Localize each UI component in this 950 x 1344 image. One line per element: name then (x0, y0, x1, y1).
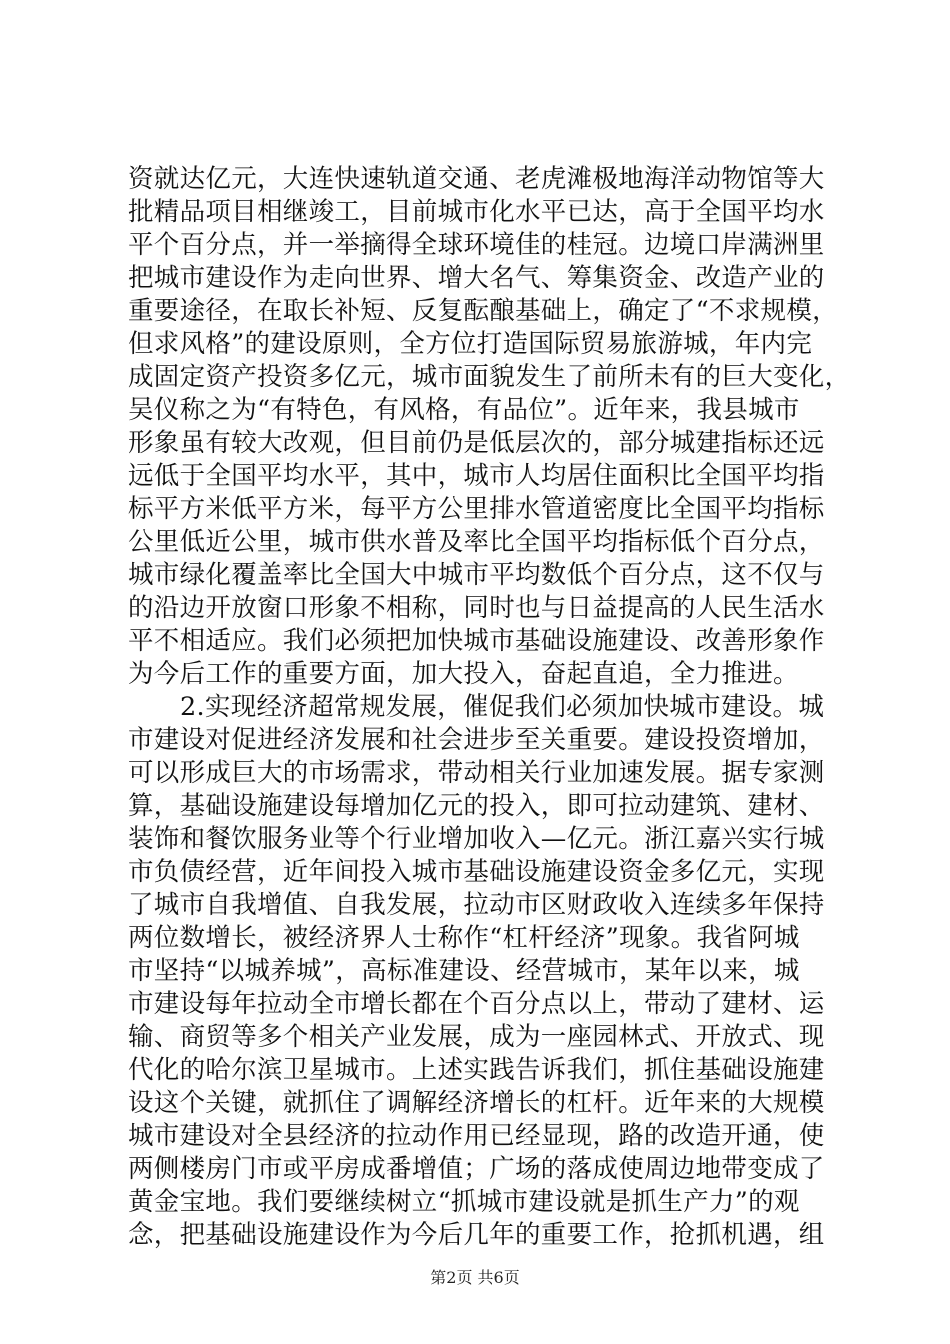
text-line: 城市建设对全县经济的拉动作用已经显现，路的改造开通，使 (128, 1121, 825, 1151)
text-line: 装饰和餐饮服务业等个行业增加收入—亿元。浙江嘉兴实行城 (128, 824, 825, 854)
text-line: 代化的哈尔滨卫星城市。上述实践告诉我们，抓住基础设施建 (128, 1055, 825, 1085)
text-line: 资就达亿元，大连快速轨道交通、老虎滩极地海洋动物馆等大 (128, 164, 825, 194)
text-line: 吴仪称之为“有特色，有风格，有品位”。近年来，我县城市 (128, 395, 800, 425)
text-line: 两侧楼房门市或平房成番增值；广场的落成使周边地带变成了 (128, 1154, 825, 1184)
text-line: 市坚持“以城养城”，高标准建设、经营城市，某年以来，城 (128, 956, 800, 986)
text-line: 重要途径，在取长补短、反复酝酿基础上，确定了“不求规模， (128, 296, 838, 326)
text-line: 设这个关键，就抓住了调解经济增长的杠杆。近年来的大规模 (128, 1088, 825, 1118)
body-text (128, 163, 851, 1252)
text-line: 把城市建设作为走向世界、增大名气、筹集资金、改造产业的 (128, 263, 825, 293)
text-line: 市建设每年拉动全市增长都在个百分点以上，带动了建材、运 (128, 989, 825, 1019)
text-line: 可以形成巨大的市场需求，带动相关行业加速发展。据专家测 (128, 758, 825, 788)
text-line: 公里低近公里，城市供水普及率比全国平均指标低个百分点， (128, 527, 825, 557)
text-line: 黄金宝地。我们要继续树立“抓城市建设就是抓生产力”的观 (128, 1187, 800, 1217)
text-line: 的沿边开放窗口形象不相称，同时也与日益提高的人民生活水 (128, 593, 825, 623)
text-line: 城市绿化覆盖率比全国大中城市平均数低个百分点，这不仅与 (128, 560, 825, 590)
text-line: 形象虽有较大改观，但目前仍是低层次的，部分城建指标还远 (128, 428, 825, 458)
text-line: 成固定资产投资多亿元，城市面貌发生了前所未有的巨大变化， (128, 362, 851, 392)
text-line: 念，把基础设施建设作为今后几年的重要工作，抢抓机遇，组 (128, 1220, 825, 1250)
paragraph-heading: 2.实现经济超常规发展，催促我们必须加快城市建设。城 (180, 692, 825, 722)
text-line: 市负债经营，近年间投入城市基础设施建设资金多亿元，实现 (128, 857, 825, 887)
text-line: 算，基础设施建设每增加亿元的投入，即可拉动建筑、建材、 (128, 791, 825, 821)
text-line: 了城市自我增值、自我发展，拉动市区财政收入连续多年保持 (128, 890, 825, 920)
page-footer: 第2页 共6页 (430, 1268, 520, 1287)
text-line: 平不相适应。我们必须把加快城市基础设施建设、改善形象作 (128, 626, 825, 656)
text-line: 但求风格”的建设原则，全方位打造国际贸易旅游城，年内完 (128, 329, 813, 359)
text-line: 平个百分点，并一举摘得全球环境佳的桂冠。边境口岸满洲里 (128, 230, 825, 260)
text-line: 输、商贸等多个相关产业发展，成为一座园林式、开放式、现 (128, 1022, 825, 1052)
text-line: 标平方米低平方米，每平方公里排水管道密度比全国平均指标 (128, 494, 825, 524)
text-line: 远低于全国平均水平，其中，城市人均居住面积比全国平均指 (128, 461, 825, 491)
text-line: 两位数增长，被经济界人士称作“杠杆经济”现象。我省阿城 (128, 923, 800, 953)
text-line: 市建设对促进经济发展和社会进步至关重要。建设投资增加， (128, 725, 825, 755)
text-line: 为今后工作的重要方面，加大投入，奋起直追，全力推进。 (128, 659, 799, 689)
text-line: 批精品项目相继竣工，目前城市化水平已达，高于全国平均水 (128, 197, 825, 227)
